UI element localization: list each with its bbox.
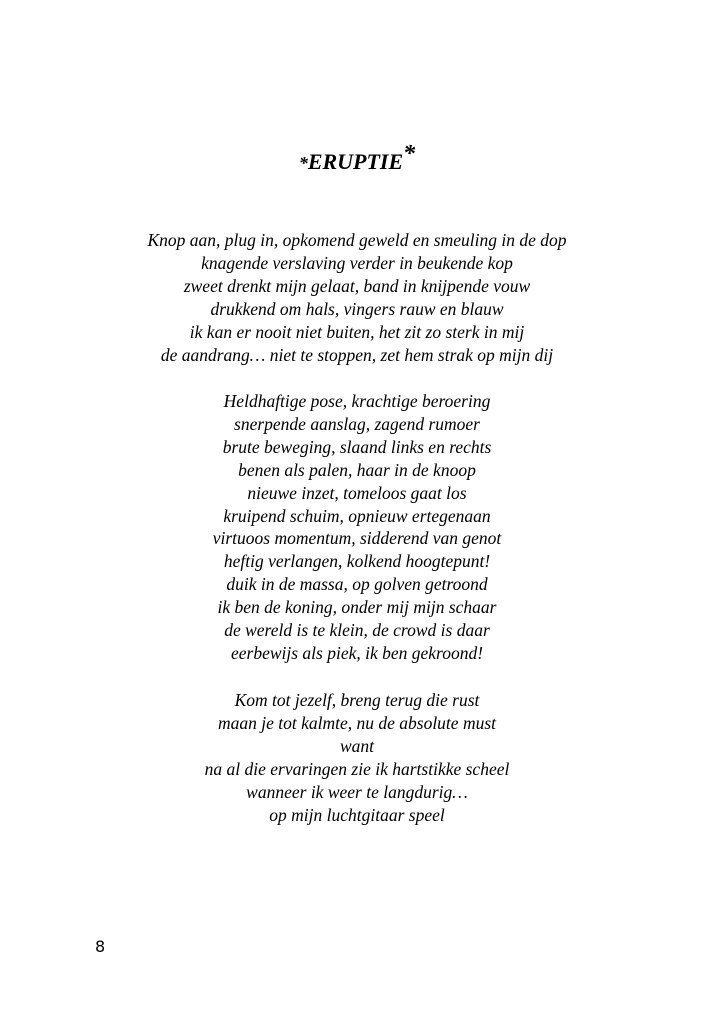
poem-line: kruipend schuim, opnieuw ertegenaan xyxy=(223,505,491,526)
poem-line: duik in de massa, op golven getroond xyxy=(226,574,488,595)
poem-line: knagende verslaving verder in beukende kop xyxy=(201,252,513,273)
poem-line: de aandrang… niet te stoppen, zet hem strak op mijn dij xyxy=(160,344,554,365)
page-number: 8 xyxy=(95,937,106,956)
title-asterisk-left: * xyxy=(298,153,308,173)
title-asterisk-right: * xyxy=(403,141,416,167)
poem-title xyxy=(0,141,714,174)
poem-line: op mijn luchtgitaar speel xyxy=(269,804,445,825)
poem-line: virtuoos momentum, sidderend van genot xyxy=(212,528,502,549)
poem-line: Knop aan, plug in, opkomend geweld en smeuling in de dop xyxy=(147,230,567,250)
poem-line: snerpende aanslag, zagend rumoer xyxy=(234,413,480,434)
poem-line: heftig verlangen, kolkend hoogtepunt! xyxy=(223,551,491,572)
poem-line: want xyxy=(339,735,375,756)
poem-line: ik ben de koning, onder mij mijn schaar xyxy=(217,597,497,618)
stanza-1 xyxy=(0,229,714,366)
title-text: ERUPTIE xyxy=(307,149,404,174)
poem-line: benen als palen, haar in de knoop xyxy=(238,459,476,480)
poem-line: maan je tot kalmte, nu de absolute must xyxy=(217,712,497,733)
poem-line: Kom tot jezelf, breng terug die rust xyxy=(234,690,480,710)
poem-line: drukkend om hals, vingers rauw en blauw xyxy=(210,298,504,319)
poem-line: zweet drenkt mijn gelaat, band in knijpende vouw xyxy=(183,275,531,296)
poem-line: ik kan er nooit niet buiten, het zit zo sterk in mij xyxy=(189,321,525,342)
poem-line: eerbewijs als piek, ik ben gekroond! xyxy=(230,642,484,663)
poem-line: brute beweging, slaand links en rechts xyxy=(222,436,492,457)
poem-line: na al die ervaringen zie ik hartstikke scheel xyxy=(204,758,510,779)
poem-line: nieuwe inzet, tomeloos gaat los xyxy=(247,482,467,503)
poem-line: de wereld is te klein, de crowd is daar xyxy=(224,620,490,641)
stanza-3 xyxy=(0,689,714,826)
poem-line: wanneer ik weer te langdurig… xyxy=(246,781,468,802)
stanza-2 xyxy=(0,390,714,665)
poem-line: Heldhaftige pose, krachtige beroering xyxy=(223,391,491,411)
